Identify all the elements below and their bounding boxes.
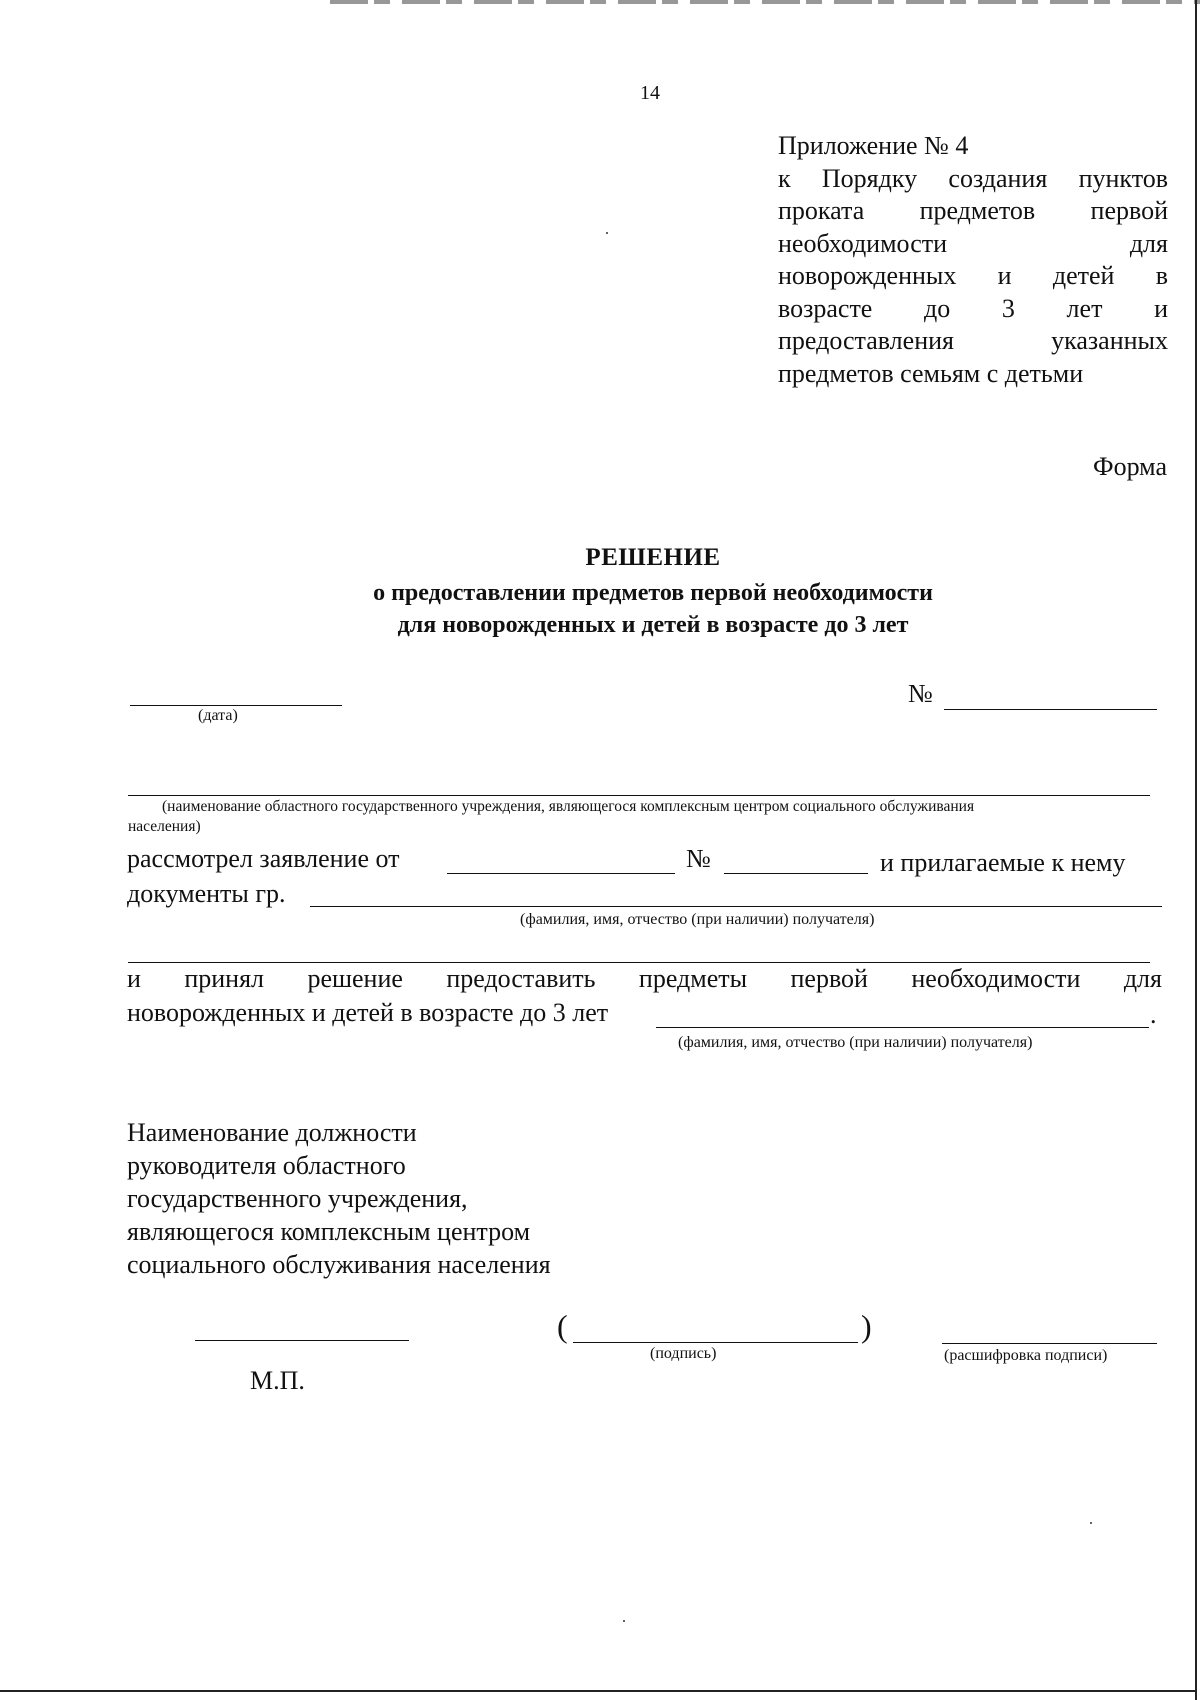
decision-number-field[interactable]: [944, 709, 1157, 710]
signature-open-paren: (: [557, 1308, 568, 1344]
form-label: Форма: [1093, 452, 1167, 481]
appendix-line: Приложение № 4: [778, 131, 969, 160]
appendix-line: предоставления указанных: [778, 326, 1168, 355]
recipient-name-field-cont[interactable]: [128, 962, 1150, 963]
appendix-header: [778, 130, 1168, 390]
scan-speck: [1090, 1522, 1092, 1524]
signature-decoding-field[interactable]: [942, 1343, 1157, 1344]
application-date-field[interactable]: [447, 873, 675, 874]
application-number-field[interactable]: [724, 873, 868, 874]
application-suffix: и прилагаемые к нему: [880, 848, 1126, 877]
document-title: РЕШЕНИЕ: [585, 544, 721, 571]
appendix-line: к Порядку создания пунктов: [778, 163, 1168, 193]
page-number: 14: [640, 82, 660, 104]
application-number-symbol: №: [686, 844, 711, 873]
signatory-title: Наименование должности руководителя областного государственного учреждения, являющегося комплексным центром социального обслуживания населения: [127, 1118, 551, 1279]
signature-caption: (подпись): [650, 1345, 717, 1362]
decision-period: .: [1150, 1000, 1157, 1029]
decision-line-1: и принял решение предоставить предметы первой необходимости для: [127, 964, 1162, 993]
application-prefix: рассмотрел заявление от: [127, 844, 400, 873]
signature-close-paren: ): [861, 1308, 872, 1344]
scan-speck: [606, 232, 608, 234]
appendix-line: необходимости для: [778, 228, 1168, 258]
decision-recipient-field[interactable]: [656, 1027, 1149, 1028]
seal-label: М.П.: [250, 1366, 305, 1395]
recipient-caption: (фамилия, имя, отчество (при наличии) получателя): [520, 911, 875, 928]
scan-right-border: [1195, 0, 1197, 1700]
signature-field[interactable]: [573, 1342, 858, 1343]
signature-decoding-caption: (расшифровка подписи): [944, 1347, 1108, 1364]
document-subtitle-cont: для новорожденных и детей в возрасте до 3 лет: [397, 612, 909, 638]
appendix-line: возрасте до 3 лет и: [778, 293, 1168, 323]
document-subtitle: о предоставлении предметов первой необходимости: [373, 580, 933, 606]
institution-caption-cont: населения): [128, 818, 201, 835]
date-caption: (дата): [198, 707, 238, 724]
scan-speck: [623, 1620, 625, 1622]
date-field[interactable]: [130, 705, 342, 706]
recipient-name-field[interactable]: [310, 906, 1162, 907]
position-signature-field[interactable]: [195, 1340, 409, 1341]
decision-recipient-caption: (фамилия, имя, отчество (при наличии) получателя): [678, 1034, 1033, 1051]
documents-prefix: документы гр.: [127, 879, 286, 908]
decision-line-2: новорожденных и детей в возрасте до 3 лет: [127, 998, 609, 1027]
scan-bottom-border: [0, 1690, 1197, 1692]
appendix-line: проката предметов первой: [778, 196, 1168, 225]
institution-caption: (наименование областного государственного учреждения, являющегося комплексным центром социального обслуживания: [162, 798, 975, 815]
scan-top-marks: [330, 0, 1200, 4]
appendix-line: предметов семьям с детьми: [778, 358, 1084, 388]
number-symbol: №: [908, 679, 933, 708]
institution-name-field[interactable]: [128, 795, 1150, 796]
appendix-line: новорожденных и детей в: [778, 261, 1168, 290]
